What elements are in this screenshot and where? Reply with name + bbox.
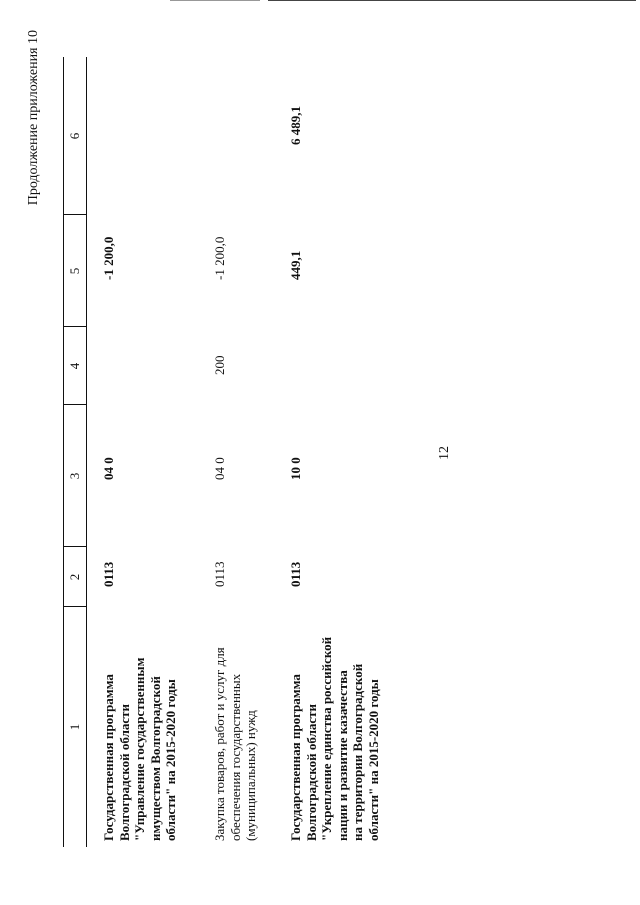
row-1-name-line: Волгоградской области [116, 703, 132, 841]
column-header-3: 3 [67, 472, 82, 480]
row-3-col3: 10 0 [288, 457, 303, 480]
table-header-rule [86, 57, 87, 847]
row-2-name [212, 609, 259, 841]
row-3-name-line: на территории Волгоградской [350, 663, 365, 841]
column-header-2: 2 [67, 573, 82, 581]
row-3-col6: 6 489,1 [288, 106, 303, 145]
row-1-name-line: "Управление государственным [132, 657, 147, 841]
column-header-6: 6 [67, 132, 82, 140]
column-header-1: 1 [67, 723, 82, 731]
row-1-name-line: Государственная программа [101, 674, 116, 841]
row-1-name-line: имуществом Волгоградской [147, 676, 163, 841]
row-2-col4: 200 [212, 355, 227, 375]
column-header-4: 4 [67, 362, 82, 370]
row-2-name-line: Закупка товаров, работ и услуг для [212, 647, 227, 841]
row-1-col2: 0113 [101, 561, 116, 587]
row-1-col5: -1 200,0 [101, 236, 116, 280]
row-3-col5: 449,1 [288, 250, 303, 280]
row-3-name-line: Государственная программа [288, 674, 303, 841]
row-1-name [101, 609, 179, 841]
column-header-5: 5 [67, 267, 82, 275]
row-1-name-line: области" на 2015-2020 годы [163, 679, 178, 841]
row-2-col2: 0113 [212, 561, 227, 587]
row-3-name-line: нации и развитие казачества [334, 670, 350, 841]
page-number: 12 [437, 446, 452, 460]
row-2-col5: -1 200,0 [212, 236, 227, 280]
row-3-col2: 0113 [288, 561, 303, 587]
row-3-name-line: Волгоградской области [303, 703, 319, 841]
row-2-name-line: (муниципальных) нужд [243, 710, 258, 841]
row-3-name-line: "Укрепление единства российской [319, 636, 334, 841]
row-2-col3: 04 0 [212, 457, 227, 480]
row-2-name-line: обеспечения государственных [227, 673, 243, 841]
continuation-label: Продолжение приложения 10 [26, 30, 41, 206]
row-3-name [288, 605, 381, 841]
row-1-col3: 04 0 [101, 457, 116, 480]
row-3-name-line: области" на 2015-2020 годы [365, 679, 381, 841]
